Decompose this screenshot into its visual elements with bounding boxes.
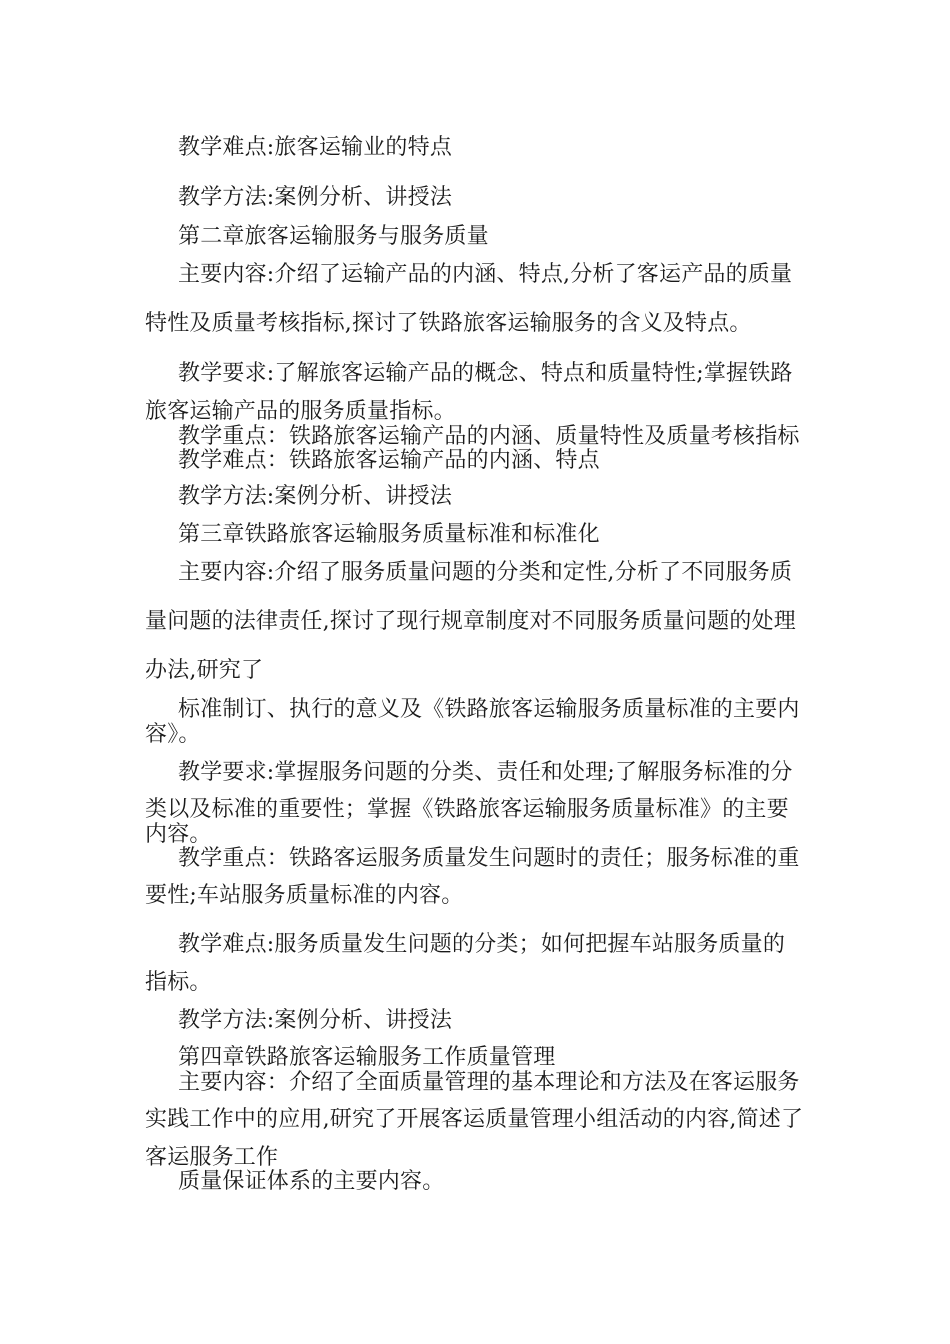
text-line: 教学方法:案例分析、讲授法 xyxy=(178,484,453,509)
text-line: 量问题的法律责任,探讨了现行规章制度对不同服务质量问题的处理 xyxy=(145,609,796,634)
text-line: 教学难点:旅客运输业的特点 xyxy=(178,135,453,160)
text-line: 旅客运输产品的服务质量指标。 xyxy=(145,399,456,424)
chapter-heading: 第四章铁路旅客运输服务工作质量管理 xyxy=(178,1045,556,1070)
text-line: 标准制订、执行的意义及《铁路旅客运输服务质量标准的主要内 xyxy=(178,697,800,722)
text-line: 容》。 xyxy=(145,722,201,747)
text-line: 教学重点：铁路旅客运输产品的内涵、质量特性及质量考核指标 xyxy=(178,424,800,449)
text-line: 主要内容:介绍了服务质量问题的分类和定性,分析了不同服务质 xyxy=(178,560,793,585)
text-line: 特性及质量考核指标,探讨了铁路旅客运输服务的含义及特点。 xyxy=(145,311,752,336)
text-line: 教学要求:掌握服务问题的分类、责任和处理;了解服务标准的分 xyxy=(178,760,793,785)
text-line: 教学方法:案例分析、讲授法 xyxy=(178,1008,453,1033)
text-line: 质量保证体系的主要内容。 xyxy=(178,1169,445,1194)
text-line: 指标。 xyxy=(145,970,212,995)
text-line: 教学重点：铁路客运服务质量发生问题时的责任；服务标准的重 xyxy=(178,846,800,871)
text-line: 类以及标准的重要性；掌握《铁路旅客运输服务质量标准》的主要 xyxy=(145,797,789,822)
chapter-heading: 第二章旅客运输服务与服务质量 xyxy=(178,224,489,249)
text-line: 主要内容:介绍了运输产品的内涵、特点,分析了客运产品的质量 xyxy=(178,262,793,287)
text-line: 办法,研究了 xyxy=(145,658,264,683)
text-line: 要性;车站服务质量标准的内容。 xyxy=(145,883,464,908)
text-line: 教学难点:服务质量发生问题的分类；如何把握车站服务质量的 xyxy=(178,932,786,957)
text-line: 教学难点：铁路旅客运输产品的内涵、特点 xyxy=(178,448,600,473)
text-line: 主要内容：介绍了全面质量管理的基本理论和方法及在客运服务 xyxy=(178,1070,800,1095)
text-line: 内容。 xyxy=(145,822,212,847)
text-line: 实践工作中的应用,研究了开展客运质量管理小组活动的内容,简述了 xyxy=(145,1107,804,1132)
text-line: 教学方法:案例分析、讲授法 xyxy=(178,185,453,210)
text-line: 教学要求:了解旅客运输产品的概念、特点和质量特性;掌握铁路 xyxy=(178,361,793,386)
chapter-heading: 第三章铁路旅客运输服务质量标准和标准化 xyxy=(178,522,600,547)
text-line: 客运服务工作 xyxy=(145,1145,279,1170)
